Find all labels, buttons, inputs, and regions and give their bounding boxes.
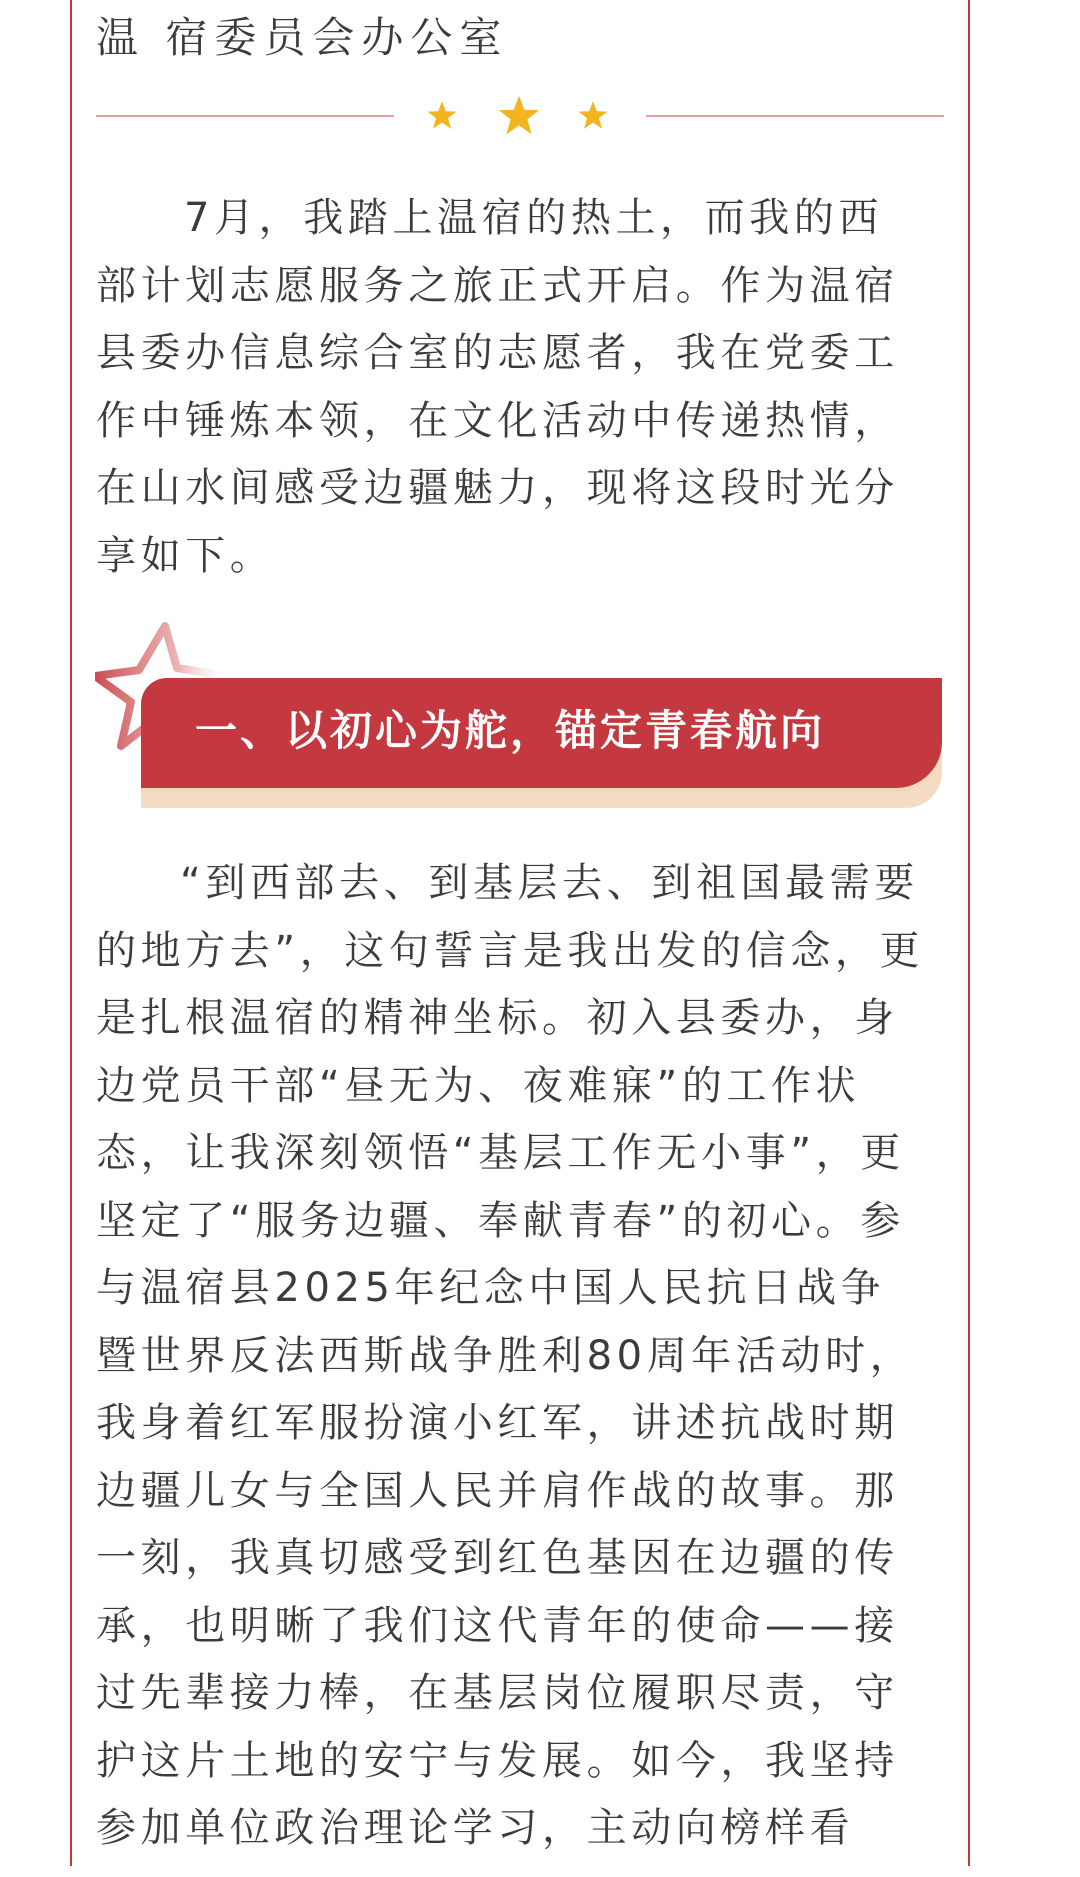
text-line: 作中锤炼本领，在文化活动中传递热情， xyxy=(96,397,899,444)
text-line: 边疆儿女与全国人民并肩作战的故事。那 xyxy=(96,1467,899,1514)
divider-line-right xyxy=(646,115,944,117)
intro-paragraph xyxy=(96,185,944,590)
text-line: 部计划志愿服务之旅正式开启。作为温宿 xyxy=(96,262,899,309)
text-line: “到西部去、到基层去、到祖国最需要 xyxy=(180,860,919,906)
text-line: 在山水间感受边疆魅力，现将这段时光分 xyxy=(96,465,899,511)
section-title-band xyxy=(141,678,942,788)
divider-line-left xyxy=(96,115,394,117)
text-line: 享如下。 xyxy=(96,532,275,579)
text-line: 我身着红军服扮演小红军，讲述抗战时期 xyxy=(96,1400,899,1446)
text-line: 暨世界反法西斯战争胜利80周年活动时， xyxy=(96,1332,915,1379)
star-icon xyxy=(498,94,540,136)
org-title: 温 宿委员会办公室 xyxy=(96,13,509,62)
text-line: 态，让我深刻领悟“基层工作无小事”，更 xyxy=(96,1130,905,1176)
section-1-paragraph xyxy=(96,850,944,1863)
text-line: 承，也明晰了我们这代青年的使命——接 xyxy=(96,1602,899,1649)
section-header xyxy=(95,620,945,820)
star-icon xyxy=(427,100,457,130)
text-line: 边党员干部“昼无为、夜难寐”的工作状 xyxy=(96,1062,861,1109)
text-line: 一刻，我真切感受到红色基因在边疆的传 xyxy=(96,1535,899,1581)
text-line: 是扎根温宿的精神坐标。初入县委办，身 xyxy=(96,995,899,1041)
star-icon xyxy=(578,100,608,130)
text-line: 与温宿县2025年纪念中国人民抗日战争 xyxy=(96,1265,886,1311)
text-line: 过先辈接力棒，在基层岗位履职尽责，守 xyxy=(96,1670,899,1716)
section-title: 一、以初心为舵，锚定青春航向 xyxy=(195,706,826,755)
text-line: 坚定了“服务边疆、奉献青春”的初心。参 xyxy=(96,1197,905,1244)
text-line: 的地方去”，这句誓言是我出发的信念，更 xyxy=(96,927,925,974)
text-line: 县委办信息综合室的志愿者，我在党委工 xyxy=(96,330,899,376)
text-line: 7月，我踏上温宿的热土，而我的西 xyxy=(184,195,884,241)
text-line: 护这片土地的安宁与发展。如今，我坚持 xyxy=(96,1737,899,1784)
text-line: 参加单位政治理论学习，主动向榜样看 xyxy=(96,1805,855,1851)
